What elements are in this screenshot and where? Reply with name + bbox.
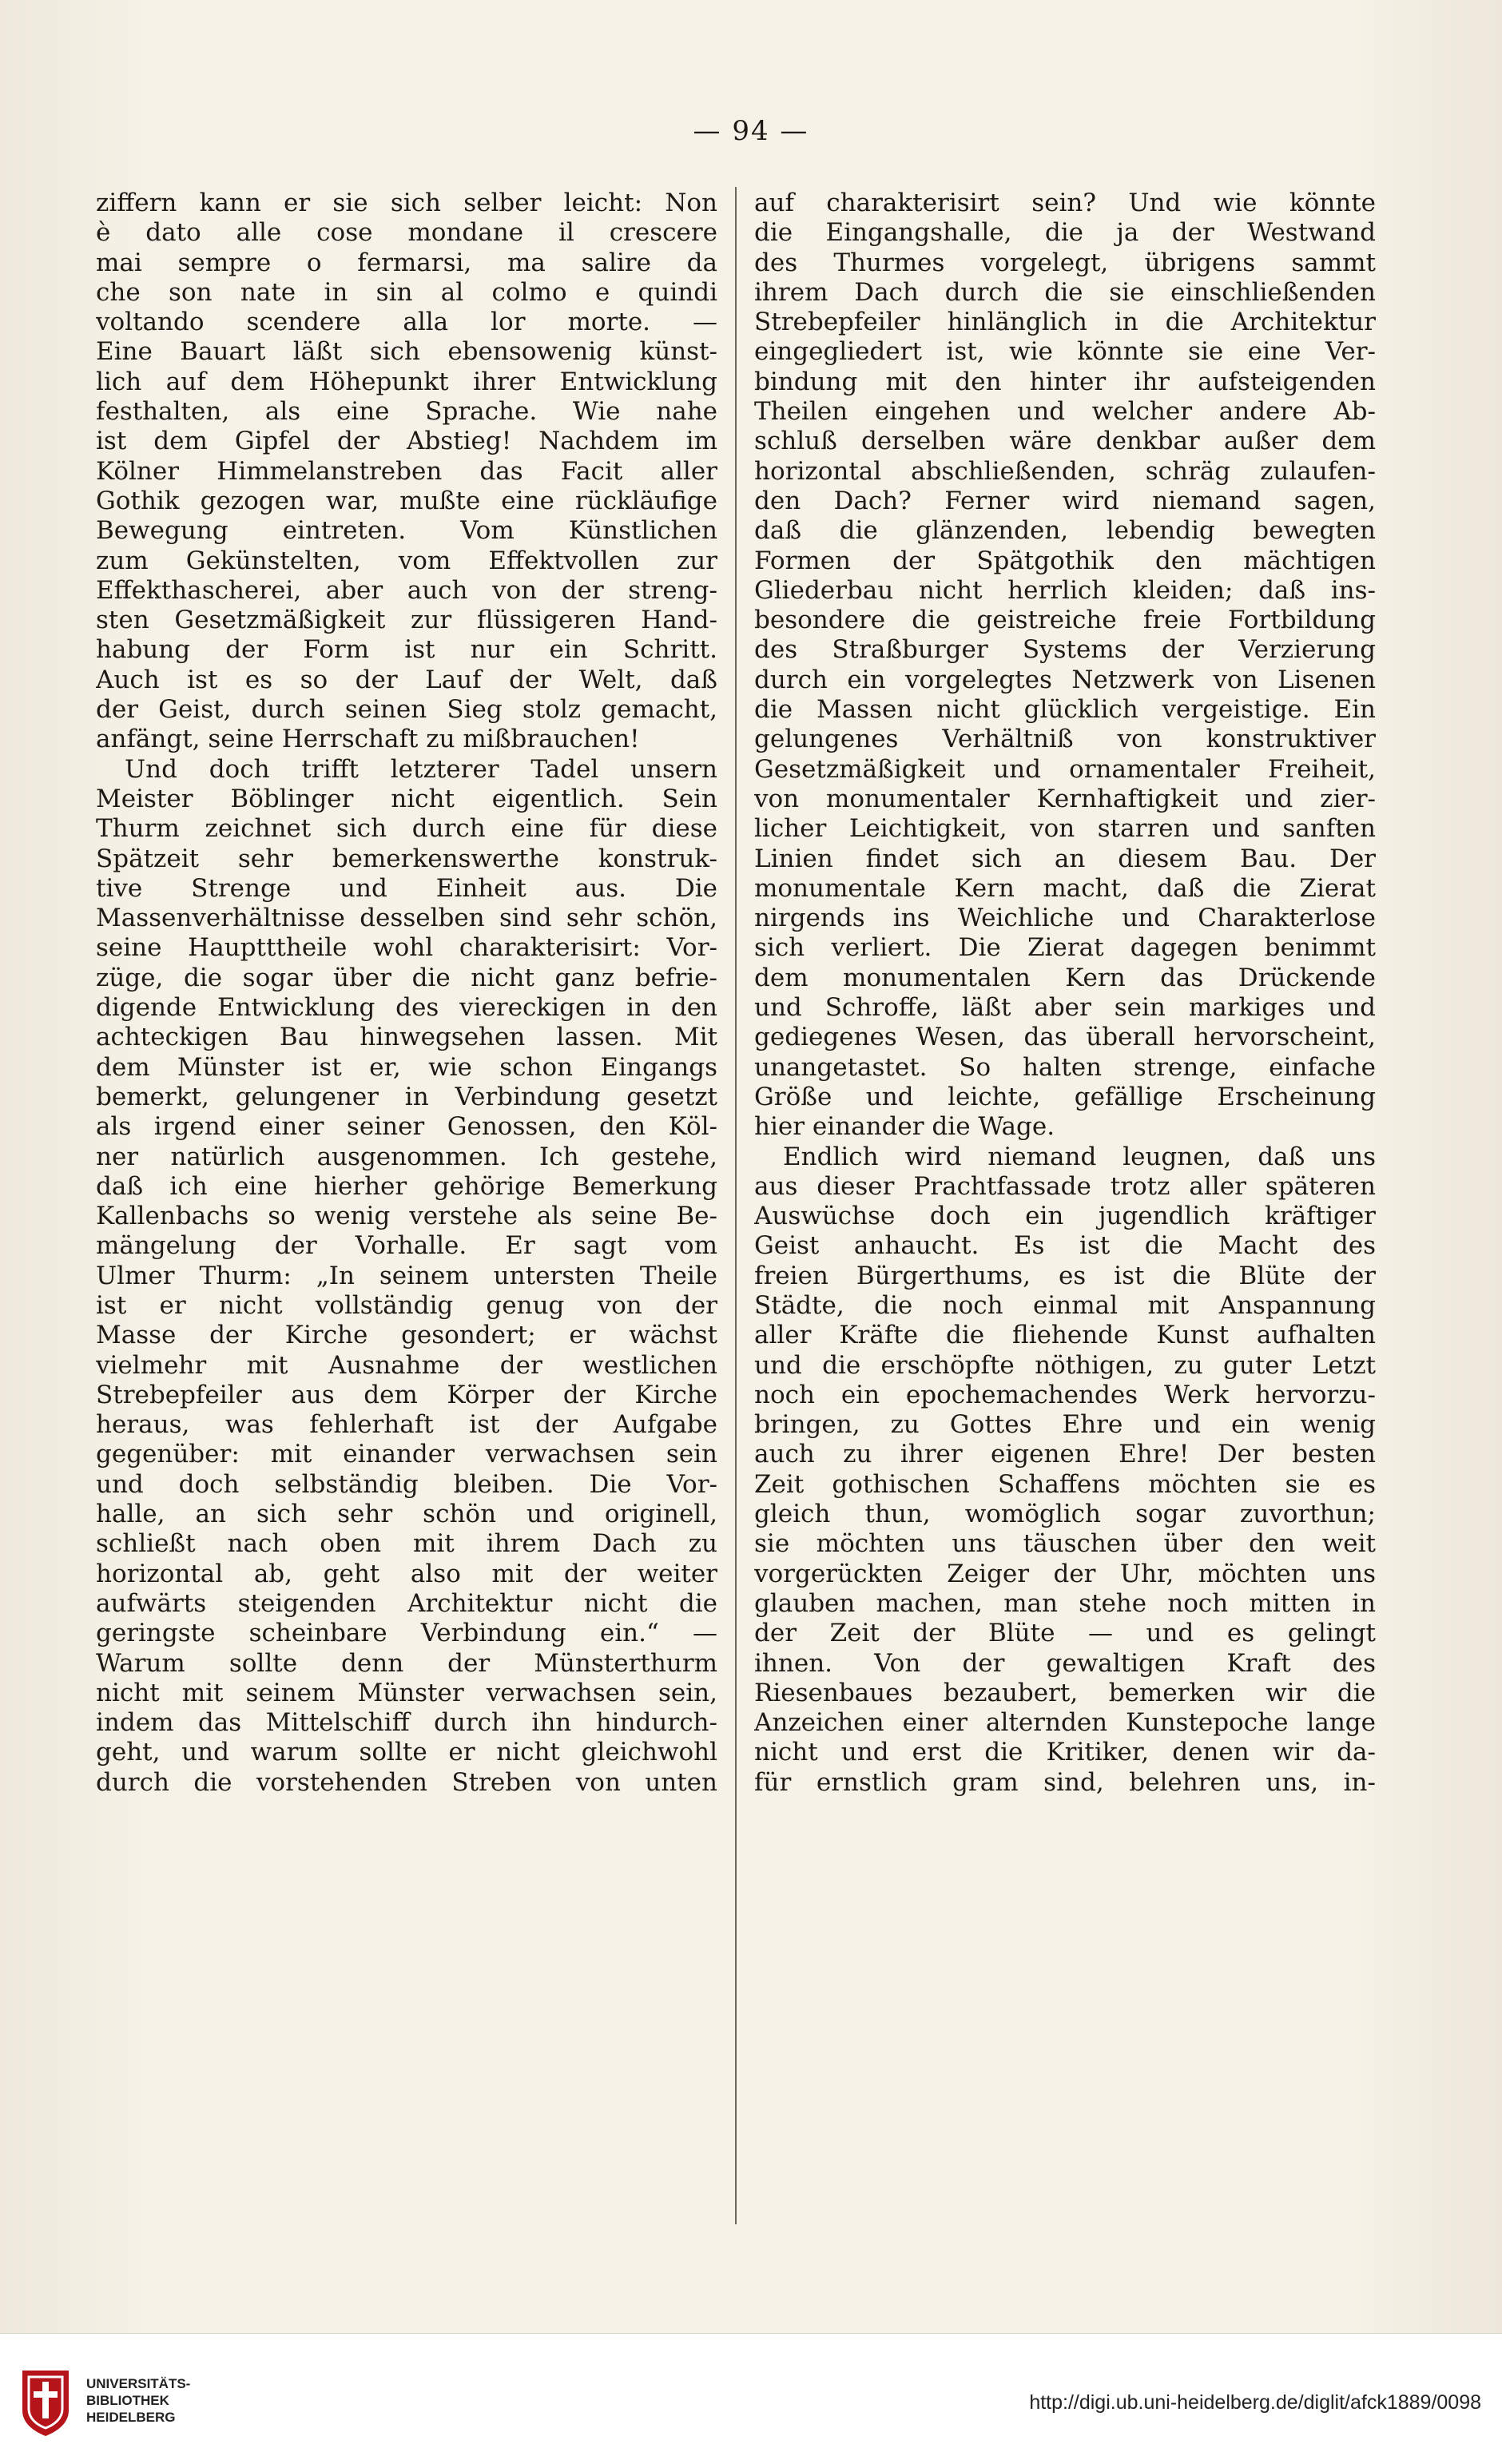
text-line: Ulmer Thurm: „In seinem untersten Theile xyxy=(96,1261,717,1290)
text-line: Gliederbau nicht herrlich kleiden; daß ins- xyxy=(754,575,1376,605)
text-line: habung der Form ist nur ein Schritt. xyxy=(96,635,717,665)
text-line: dem Münster ist er, wie schon Eingangs xyxy=(96,1052,717,1082)
text-line: Formen der Spätgothik den mächtigen xyxy=(754,546,1376,575)
source-url-link[interactable]: http://digi.ub.uni-heidelberg.de/diglit/afck1889/0098 xyxy=(1029,2391,1481,2414)
text-line: und Schroffe, läßt aber sein markiges und xyxy=(754,993,1376,1023)
text-line: der Zeit der Blüte — und es gelingt xyxy=(754,1619,1376,1648)
text-line: gediegenes Wesen, das überall hervorscheint, xyxy=(754,1023,1376,1052)
text-line: indem das Mittelschiff durch ihn hindurch- xyxy=(96,1708,717,1738)
text-line: daß die glänzenden, lebendig bewegten xyxy=(754,516,1376,546)
text-line: glauben machen, man stehe noch mitten in xyxy=(754,1588,1376,1618)
text-line: aller Kräfte die fliehende Kunst aufhalten xyxy=(754,1321,1376,1350)
text-line: zum Gekünstelten, vom Effektvollen zur xyxy=(96,546,717,575)
text-line: è dato alle cose mondane il crescere xyxy=(96,218,717,248)
text-line: heraus, was fehlerhaft ist der Aufgabe xyxy=(96,1410,717,1440)
text-line: schluß derselben wäre denkbar außer dem xyxy=(754,427,1376,456)
text-line: ihnen. Von der gewaltigen Kraft des xyxy=(754,1648,1376,1678)
text-line: unangetastet. So halten strenge, einfache xyxy=(754,1052,1376,1082)
text-line: ihrem Dach durch die sie einschließenden xyxy=(754,277,1376,307)
text-line: des Straßburger Systems der Verzierung xyxy=(754,635,1376,665)
text-line: Riesenbaues bezaubert, bemerken wir die xyxy=(754,1678,1376,1707)
right-text-column xyxy=(754,189,1376,1798)
text-line: Kallenbachs so wenig verstehe als seine Be- xyxy=(96,1202,717,1231)
library-name-line: UNIVERSITÄTS- xyxy=(86,2376,191,2391)
library-name-line: BIBLIOTHEK xyxy=(86,2393,169,2408)
text-line: aus dieser Prachtfassade trotz aller späteren xyxy=(754,1171,1376,1201)
text-line: che son nate in sin al colmo e quindi xyxy=(96,277,717,307)
text-line: Thurm zeichnet sich durch eine für diese xyxy=(96,814,717,844)
text-line: auf charakterisirt sein? Und wie könnte xyxy=(754,189,1376,217)
text-line: von monumentaler Kernhaftigkeit und zier- xyxy=(754,784,1376,813)
text-line: Geist anhaucht. Es ist die Macht des xyxy=(754,1231,1376,1261)
library-name-line: HEIDELBERG xyxy=(86,2410,176,2425)
text-line: Anzeichen einer alternden Kunstepoche lange xyxy=(754,1708,1376,1738)
text-line: den Dach? Ferner wird niemand sagen, xyxy=(754,486,1376,515)
text-line: lich auf dem Höhepunkt ihrer Entwicklung xyxy=(96,367,717,396)
text-line: vielmehr mit Ausnahme der westlichen xyxy=(96,1350,717,1380)
text-line: Eine Bauart läßt sich ebensowenig künst- xyxy=(96,337,717,367)
text-line: auch zu ihrer eigenen Ehre! Der besten xyxy=(754,1440,1376,1469)
text-line: bindung mit den hinter ihr aufsteigenden xyxy=(754,367,1376,396)
text-line: ner natürlich ausgenommen. Ich gestehe, xyxy=(96,1142,717,1171)
text-line: Effekthascherei, aber auch von der streng- xyxy=(96,575,717,605)
left-text-column xyxy=(96,189,717,1798)
text-line: Größe und leichte, gefällige Erscheinung xyxy=(754,1082,1376,1111)
text-line: horizontal ab, geht also mit der weiter xyxy=(96,1559,717,1588)
text-line: Und doch trifft letzterer Tadel unsern xyxy=(125,754,717,784)
text-line: nicht und erst die Kritiker, denen wir da- xyxy=(754,1738,1376,1767)
text-line: daß ich eine hierher gehörige Bemerkung xyxy=(96,1171,717,1201)
text-line: Spätzeit sehr bemerkenswerthe konstruk- xyxy=(96,844,717,873)
text-line: nirgends ins Weichliche und Charakterlose xyxy=(754,904,1376,933)
text-line: die Eingangshalle, die ja der Westwand xyxy=(754,218,1376,248)
text-line: hier einander die Wage. xyxy=(754,1112,1055,1142)
text-line: voltando scendere alla lor morte. — xyxy=(96,308,717,337)
text-line: ist dem Gipfel der Abstieg! Nachdem im xyxy=(96,427,717,456)
text-line: gegenüber: mit einander verwachsen sein xyxy=(96,1440,717,1469)
text-line: Zeit gothischen Schaffens möchten sie es xyxy=(754,1469,1376,1499)
text-line: bringen, zu Gottes Ehre und ein wenig xyxy=(754,1410,1376,1440)
text-line: und die erschöpfte nöthigen, zu guter Letzt xyxy=(754,1350,1376,1380)
text-line: monumentale Kern macht, daß die Zierat xyxy=(754,873,1376,903)
text-line: bemerkt, gelungener in Verbindung gesetzt xyxy=(96,1082,717,1111)
text-line: die Massen nicht glücklich vergeistige. Ein xyxy=(754,695,1376,725)
text-line: des Thurmes vorgelegt, übrigens sammt xyxy=(754,248,1376,277)
text-line: sie möchten uns täuschen über den weit xyxy=(754,1529,1376,1559)
text-line: digende Entwicklung des viereckigen in den xyxy=(96,993,717,1023)
text-line: Endlich wird niemand leugnen, daß uns xyxy=(783,1142,1376,1171)
text-line: Auswüchse doch ein jugendlich kräftiger xyxy=(754,1202,1376,1231)
text-line: licher Leichtigkeit, von starren und sanften xyxy=(754,814,1376,844)
text-line: Gesetzmäßigkeit und ornamentaler Freiheit, xyxy=(754,754,1376,784)
text-line: festhalten, als eine Sprache. Wie nahe xyxy=(96,397,717,427)
text-line: Masse der Kirche gesondert; er wächst xyxy=(96,1321,717,1350)
text-line: Meister Böblinger nicht eigentlich. Sein xyxy=(96,784,717,813)
text-line: achteckigen Bau hinwegsehen lassen. Mit xyxy=(96,1023,717,1052)
text-line: und doch selbständig bleiben. Die Vor- xyxy=(96,1469,717,1499)
text-line: ist er nicht vollständig genug von der xyxy=(96,1290,717,1320)
text-line: halle, an sich sehr schön und originell, xyxy=(96,1500,717,1529)
text-line: geringste scheinbare Verbindung ein.“ — xyxy=(96,1619,717,1648)
text-line: Strebepfeiler aus dem Körper der Kirche xyxy=(96,1380,717,1409)
text-line: der Geist, durch seinen Sieg stolz gemacht, xyxy=(96,695,717,725)
column-divider xyxy=(735,187,737,2224)
text-line: Warum sollte denn der Münsterthurm xyxy=(96,1648,717,1678)
text-line: Linien findet sich an diesem Bau. Der xyxy=(754,844,1376,873)
text-line: schließt nach oben mit ihrem Dach zu xyxy=(96,1529,717,1559)
text-line: gelungenes Verhältniß von konstruktiver xyxy=(754,725,1376,754)
university-seal-icon xyxy=(18,2366,74,2438)
text-line: sten Gesetzmäßigkeit zur flüssigeren Hand- xyxy=(96,606,717,635)
text-line: Städte, die noch einmal mit Anspannung xyxy=(754,1290,1376,1320)
text-line: Bewegung eintreten. Vom Künstlichen xyxy=(96,516,717,546)
text-line: vorgerückten Zeiger der Uhr, möchten uns xyxy=(754,1559,1376,1588)
text-line: geht, und warum sollte er nicht gleichwohl xyxy=(96,1738,717,1767)
text-line: Auch ist es so der Lauf der Welt, daß xyxy=(96,665,717,694)
text-line: mängelung der Vorhalle. Er sagt vom xyxy=(96,1231,717,1261)
text-line: anfängt, seine Herrschaft zu mißbrauchen! xyxy=(96,725,640,754)
text-line: freien Bürgerthums, es ist die Blüte der xyxy=(754,1261,1376,1290)
text-line: durch ein vorgelegtes Netzwerk von Lisenen xyxy=(754,665,1376,694)
text-line: Massenverhältnisse desselben sind sehr schön, xyxy=(96,904,717,933)
text-line: Kölner Himmelanstreben das Facit aller xyxy=(96,456,717,486)
text-line: seine Hauptttheile wohl charakterisirt: Vor- xyxy=(96,933,717,963)
text-line: als irgend einer seiner Genossen, den Köl- xyxy=(96,1112,717,1142)
text-line: noch ein epochemachendes Werk hervorzu- xyxy=(754,1380,1376,1409)
text-line: durch die vorstehenden Streben von unten xyxy=(96,1767,717,1797)
text-line: ziffern kann er sie sich selber leicht: Non xyxy=(96,189,717,217)
text-line: Theilen eingehen und welcher andere Ab- xyxy=(754,397,1376,427)
text-line: dem monumentalen Kern das Drückende xyxy=(754,963,1376,992)
text-line: Gothik gezogen war, mußte eine rückläufige xyxy=(96,486,717,515)
text-line: horizontal abschließenden, schräg zulaufen- xyxy=(754,456,1376,486)
text-line: gleich thun, womöglich sogar zuvorthun; xyxy=(754,1500,1376,1529)
text-line: mai sempre o fermarsi, ma salire da xyxy=(96,248,717,277)
text-line: sich verliert. Die Zierat dagegen benimmt xyxy=(754,933,1376,963)
text-line: züge, die sogar über die nicht ganz befrie- xyxy=(96,963,717,992)
library-name xyxy=(86,2375,190,2426)
page-number: — 94 — xyxy=(693,115,809,147)
text-line: besondere die geistreiche freie Fortbildung xyxy=(754,606,1376,635)
text-line: nicht mit seinem Münster verwachsen sein, xyxy=(96,1678,717,1707)
text-line: tive Strenge und Einheit aus. Die xyxy=(96,873,717,903)
text-line: für ernstlich gram sind, belehren uns, in- xyxy=(754,1767,1376,1797)
text-line: Strebepfeiler hinlänglich in die Architektur xyxy=(754,308,1376,337)
digitization-footer xyxy=(0,2333,1502,2464)
text-line: aufwärts steigenden Architektur nicht die xyxy=(96,1588,717,1618)
text-line: eingegliedert ist, wie könnte sie eine Ver- xyxy=(754,337,1376,367)
